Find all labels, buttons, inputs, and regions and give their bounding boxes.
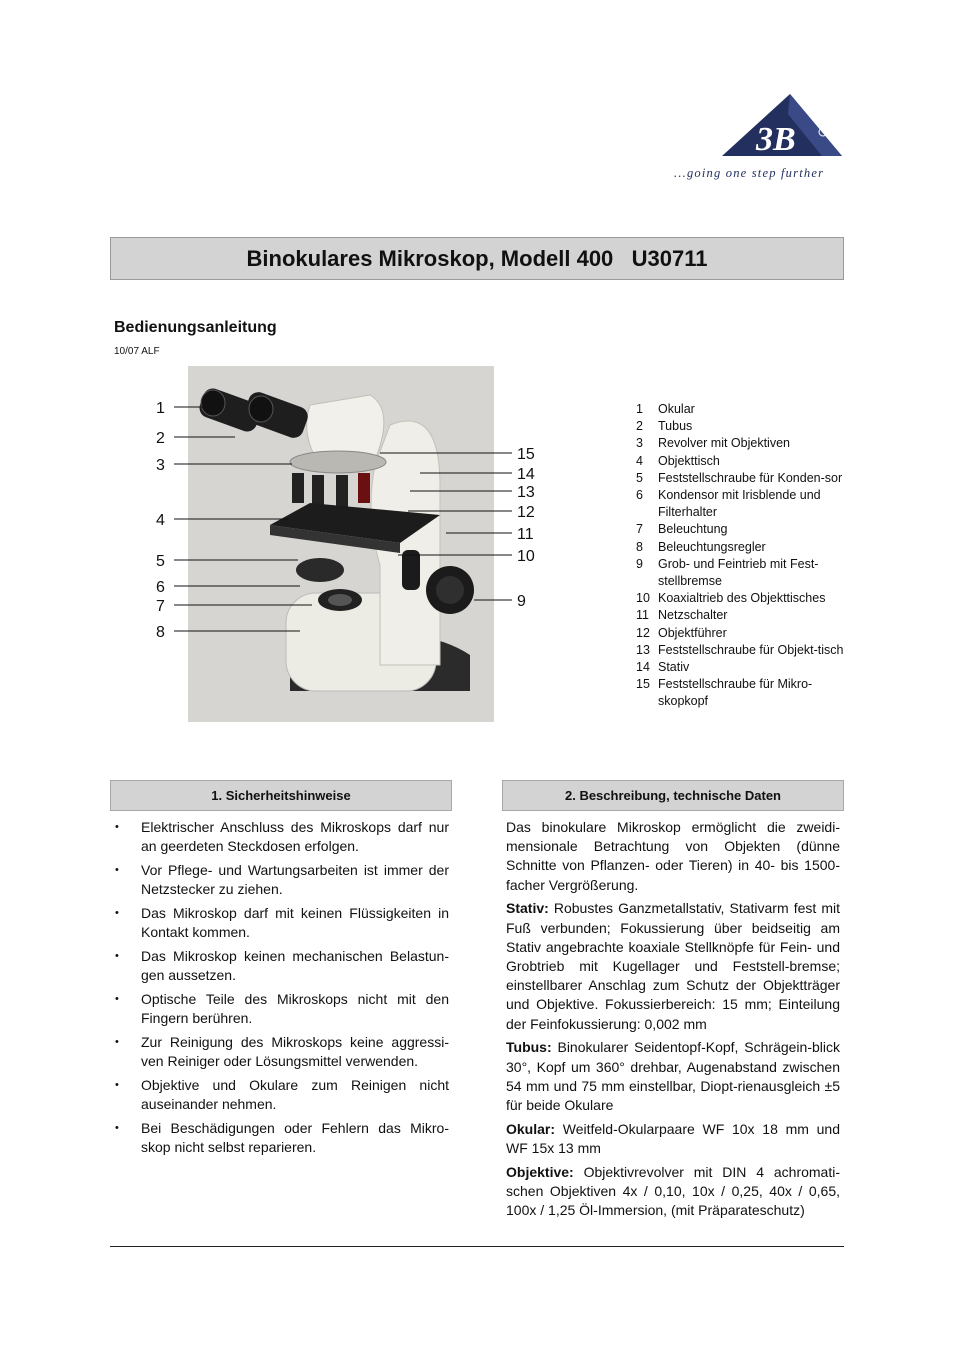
legend-item: 6 Kondensor mit Irisblende und Filterhalter	[636, 488, 821, 520]
callout-11: 11	[517, 526, 534, 543]
page-title: Binokulares Mikroskop, Modell 400 U30711	[246, 245, 708, 271]
spec-paragraph: Tubus: Binokularer Seidentopf-Kopf, Schrägein-blick 30°, Kopf um 360° drehbar, Augenabstand zwischen 54 mm und 75 mm einstellbar, Diopt-rienausgleich ±5 für beide Okulare	[506, 1039, 840, 1114]
legend-item: 1 Okular	[636, 402, 695, 416]
list-item: • Das Mikroskop darf mit keinen Flüssigkeiten in Kontakt kommen.	[115, 905, 449, 941]
parts-legend	[636, 401, 846, 711]
list-item: • Das Mikroskop keinen mechanischen Belastun-gen aussetzen.	[115, 948, 449, 984]
spec-paragraph: Stativ: Robustes Ganzmetallstativ, Stativarm fest mit Fuß verbunden; Fokussierung über beidseitig am Stativ angebrachte koaxiale Stellknöpfe für Fein- und Grobtrieb mit Kugellager und Feststell-bremse; einstellbarer Anschlag zum Schutz der Objektträger und Objektive. Fokussierbereich: 15 mm; Einteilung der Feinfokussierung: 0,002 mm	[506, 900, 841, 1032]
spec-term: Objektive:	[506, 1163, 574, 1180]
legend-item: 4 Objekttisch	[636, 453, 720, 468]
list-item: • Vor Pflege- und Wartungsarbeiten ist immer der Netzstecker zu ziehen.	[115, 862, 449, 898]
3b-logo-icon	[672, 90, 846, 166]
legend-item: 2 Tubus	[636, 419, 693, 434]
document-subtitle: Bedienungsanleitung	[114, 319, 277, 336]
footer-divider	[110, 1246, 844, 1247]
legend-item: 3 Revolver mit Objektiven	[636, 436, 790, 451]
brand-logo	[672, 90, 846, 186]
callout-3: 3	[156, 457, 165, 474]
legend-item: 7 Beleuchtung	[636, 522, 728, 537]
list-item: • Objektive und Okulare zum Reinigen nicht auseinander nehmen.	[115, 1077, 449, 1113]
spec-paragraph: Objektive: Objektivrevolver mit DIN 4 achromati-schen Objektiven 4x / 0,10, 10x / 0,25, 40x / 0,65, 100x / 1,25 Öl-Immersion, (mit Präparateschutz)	[506, 1163, 841, 1219]
callout-6: 6	[156, 579, 165, 596]
callout-10: 10	[517, 548, 535, 565]
spec-term: Tubus:	[506, 1039, 552, 1056]
callout-9: 9	[517, 593, 526, 610]
callout-12: 12	[517, 504, 535, 521]
list-item: • Bei Beschädigungen oder Fehlern das Mikro-skop nicht selbst reparieren.	[115, 1120, 449, 1156]
list-item: • Zur Reinigung des Mikroskops keine aggressi-ven Reiniger oder Lösungsmittel verwenden.	[115, 1034, 449, 1070]
list-item: • Optische Teile des Mikroskops nicht mit den Fingern berühren.	[115, 991, 449, 1027]
legend-item: 10 Koaxialtrieb des Objekttisches	[636, 591, 826, 606]
legend-item: 5 Feststellschraube für Konden-sor	[636, 470, 843, 485]
legend-item: 15 Feststellschraube für Mikro-skopkopf	[636, 677, 813, 709]
callout-13: 13	[517, 484, 535, 501]
safety-list	[112, 818, 449, 1162]
callout-8: 8	[156, 624, 165, 641]
callout-15: 15	[517, 446, 535, 463]
spec-term: Okular:	[506, 1120, 556, 1137]
microscope-figure	[140, 365, 540, 723]
legend-item: 9 Grob- und Feintrieb mit Fest-stellbremse	[636, 556, 819, 589]
document-code: 10/07 ALF	[114, 346, 160, 357]
spec-term: Stativ:	[506, 900, 549, 917]
section-heading-description: 2. Beschreibung, technische Daten	[502, 780, 844, 811]
description-intro: Das binokulare Mikroskop ermöglicht die zweidi-mensionale Betrachtung von Objekten (dünne Schnitte von Pflanzen- oder Tieren) in 40- bis 1500-facher Vergrößerung.	[506, 819, 840, 893]
callout-7: 7	[156, 598, 165, 615]
callout-5: 5	[156, 553, 165, 570]
spec-paragraph: Okular: Weitfeld-Okularpaare WF 10x 18 mm und WF 15x 13 mm	[506, 1120, 840, 1157]
legend-item: 12 Objektführer	[636, 625, 727, 640]
logo-tagline: ...going one step further	[674, 166, 825, 180]
callout-2: 2	[156, 430, 165, 447]
legend-item: 8 Beleuchtungsregler	[636, 539, 766, 554]
callout-4: 4	[156, 512, 165, 529]
callout-1: 1	[156, 400, 165, 417]
svg-text:3B: 3B	[756, 121, 796, 158]
legend-item: 11 Netzschalter	[636, 608, 728, 623]
callout-14: 14	[517, 466, 535, 483]
description-text	[506, 818, 840, 1225]
section-heading-safety: 1. Sicherheitshinweise	[110, 780, 452, 811]
list-item: • Elektrischer Anschluss des Mikroskops darf nur an geerdeten Steckdosen erfolgen.	[115, 819, 449, 855]
legend-item: 14 Stativ	[636, 660, 690, 675]
title-bar	[110, 237, 844, 280]
legend-item: 13 Feststellschraube für Objekt-tisch	[636, 642, 844, 657]
